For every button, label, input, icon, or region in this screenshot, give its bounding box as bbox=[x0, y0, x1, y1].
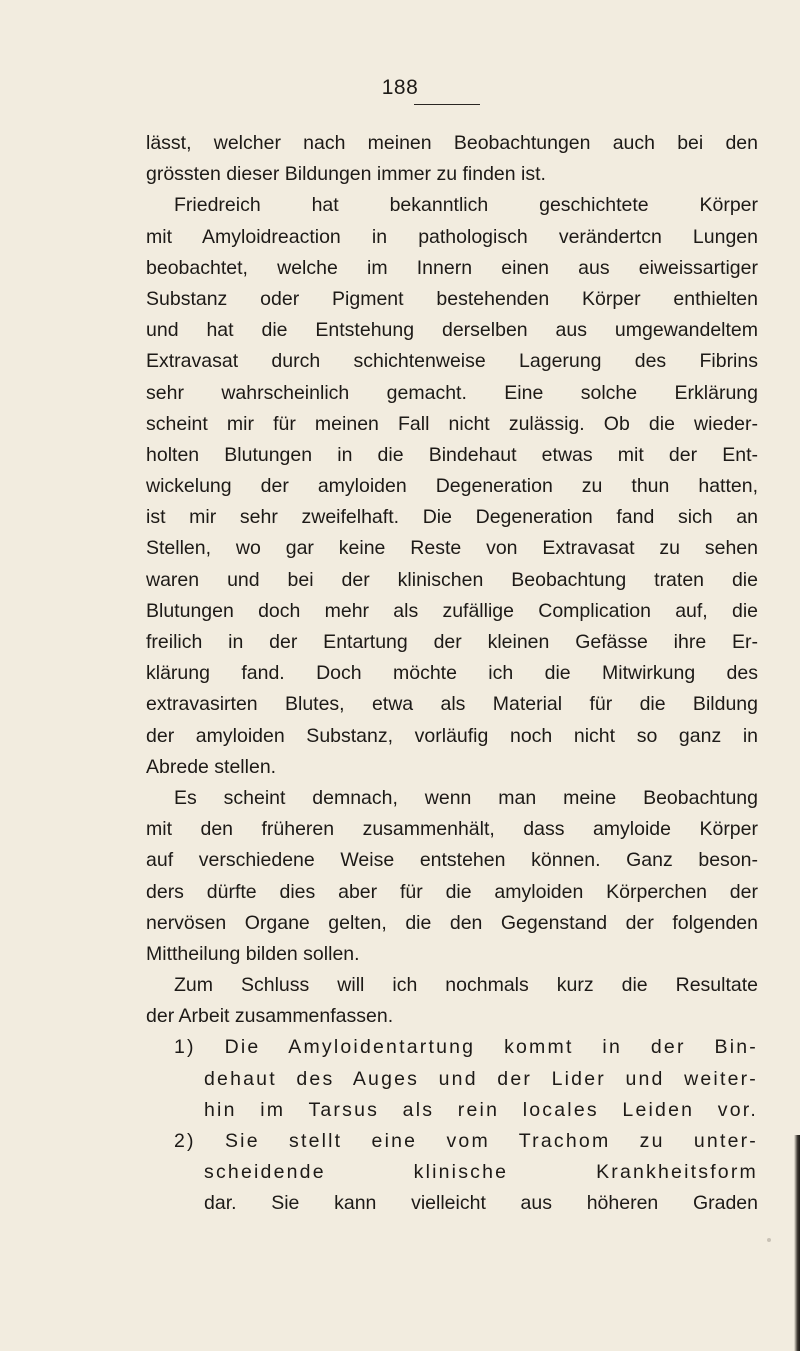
text-line: Abrede stellen. bbox=[146, 755, 277, 778]
text-line: der amyloiden Substanz, vorläufig noch nicht so ganz in bbox=[146, 724, 758, 747]
text-line: scheint mir für meinen Fall nicht zulässig. Ob die wieder- bbox=[146, 412, 758, 435]
text-line: sehr wahrscheinlich gemacht. Eine solche Erklärung bbox=[146, 381, 758, 404]
body-text bbox=[146, 128, 758, 1220]
paper-speck bbox=[767, 1238, 771, 1242]
text-line: ist mir sehr zweifelhaft. Die Degeneration fand sich an bbox=[146, 506, 758, 529]
text-line: und hat die Entstehung derselben aus umgewandeltem bbox=[146, 319, 758, 342]
list-item-line: dehaut des Auges und der Lider und weiter- bbox=[204, 1067, 758, 1090]
text-line: mit den früheren zusammenhält, dass amyloide Körper bbox=[146, 818, 758, 841]
text-line: freilich in der Entartung der kleinen Gefässe ihre Er- bbox=[146, 631, 758, 653]
page-edge-shadow bbox=[794, 1135, 800, 1351]
text-line: extravasirten Blutes, etwa als Material für die Bildung bbox=[146, 693, 758, 716]
text-line: Stellen, wo gar keine Reste von Extravasat zu sehen bbox=[146, 537, 758, 560]
text-line: Blutungen doch mehr als zufällige Complication auf, die bbox=[146, 599, 758, 622]
page-number: 188 bbox=[381, 76, 419, 99]
text-line: Friedreich hat bekanntlich geschichtete Körper bbox=[174, 194, 758, 217]
text-line: Es scheint demnach, wenn man meine Beobachtung bbox=[174, 786, 758, 809]
text-line: grössten dieser Bildungen immer zu finden ist. bbox=[146, 163, 546, 186]
text-line: auf verschiedene Weise entstehen können. Ganz beson- bbox=[146, 849, 758, 872]
text-line: mit Amyloidreaction in pathologisch verändertcn Lungen bbox=[146, 225, 758, 248]
list-item-line: 2) Sie stellt eine vom Trachom zu unter- bbox=[174, 1130, 758, 1152]
text-line: Zum Schluss will ich nochmals kurz die Resultate bbox=[174, 974, 758, 997]
text-line: holten Blutungen in die Bindehaut etwas mit der Ent- bbox=[146, 443, 758, 466]
text-line: Mittheilung bilden sollen. bbox=[146, 942, 360, 965]
text-line: der Arbeit zusammenfassen. bbox=[146, 1005, 394, 1028]
text-line: wickelung der amyloiden Degeneration zu thun hatten, bbox=[146, 475, 758, 498]
text-line: waren und bei der klinischen Beobachtung traten die bbox=[146, 568, 758, 591]
text-line: Substanz oder Pigment bestehenden Körper enthielten bbox=[146, 287, 758, 310]
text-line: nervösen Organe gelten, die den Gegenstand der folgenden bbox=[146, 911, 758, 934]
page-number-underline bbox=[414, 104, 480, 105]
text-line: beobachtet, welche im Innern einen aus eiweissartiger bbox=[146, 256, 758, 279]
text-line: Extravasat durch schichtenweise Lagerung des Fibrins bbox=[146, 350, 758, 373]
list-item-line: hin im Tarsus als rein locales Leiden vor. bbox=[204, 1098, 758, 1121]
list-item-line: 1) Die Amyloidentartung kommt in der Bin- bbox=[174, 1036, 758, 1059]
list-item-line: dar. Sie kann vielleicht aus höheren Graden bbox=[204, 1192, 758, 1215]
text-line: klärung fand. Doch möchte ich die Mitwirkung des bbox=[146, 662, 758, 685]
text-line: ders dürfte dies aber für die amyloiden Körperchen der bbox=[146, 880, 758, 903]
list-item-line: scheidende klinische Krankheitsform bbox=[204, 1161, 758, 1184]
text-line: lässt, welcher nach meinen Beobachtungen auch bei den bbox=[146, 132, 758, 154]
